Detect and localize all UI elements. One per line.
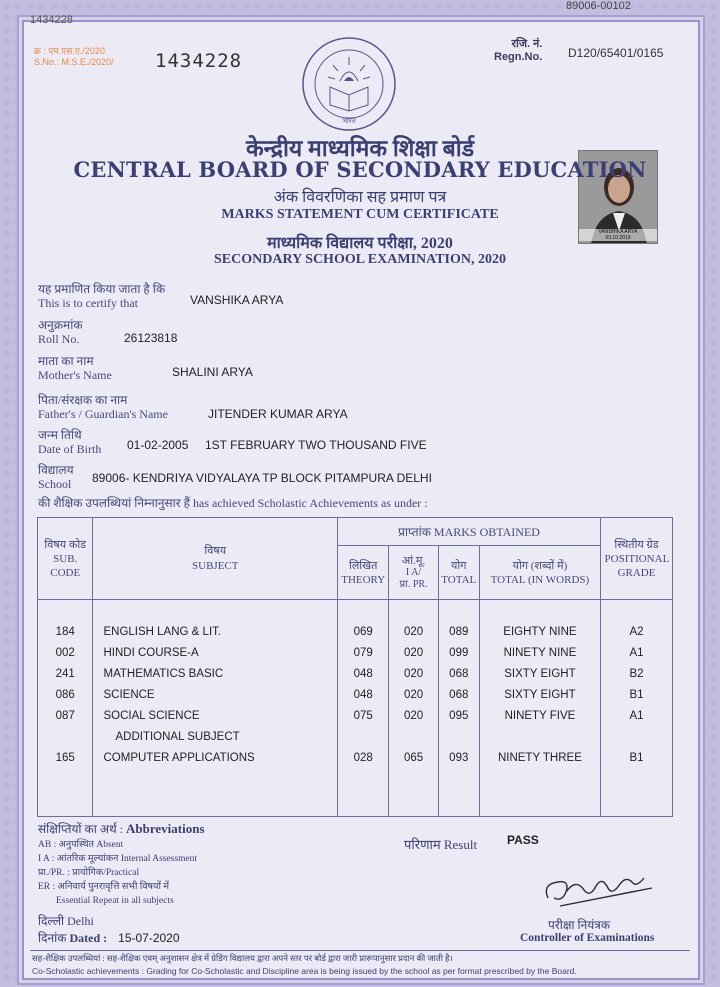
regn-number: D120/65401/0165	[568, 46, 664, 60]
controller-hindi: परीक्षा नियंत्रक	[548, 918, 611, 932]
regn-label-hindi: रजि. नं.	[511, 38, 543, 50]
header-pr: प्रा. PR.	[399, 578, 428, 590]
cell-code: 002	[38, 643, 93, 664]
board-title-english: CENTRAL BOARD OF SECONDARY EDUCATION	[73, 157, 647, 182]
date-value: 15-07-2020	[118, 931, 180, 945]
dob-label-english: Date of Birth	[38, 442, 102, 456]
table-row	[38, 622, 673, 643]
serial-label	[34, 46, 114, 68]
header-code-hindi: विषय कोड	[44, 538, 87, 551]
cell-words: NINETY FIVE	[479, 706, 600, 727]
header-words	[479, 546, 600, 600]
dob-value: 01-02-2005	[127, 438, 189, 452]
school-label-english: School	[38, 477, 72, 491]
cell-words: EIGHTY NINE	[479, 622, 600, 643]
cell-subject: MATHEMATICS BASIC	[93, 664, 338, 685]
table-row-additional-label	[38, 727, 673, 748]
header-grade	[601, 518, 673, 600]
school-name: 89006- KENDRIYA VIDYALAYA TP BLOCK PITAMPURA DELHI	[92, 471, 432, 485]
mother-name: SHALINI ARYA	[172, 365, 253, 379]
controller-english: Controller of Examinations	[520, 932, 655, 944]
footer-divider	[30, 950, 690, 951]
signature-icon	[540, 868, 660, 912]
result-label-hindi: परिणाम	[404, 837, 441, 852]
additional-subject-label: ADDITIONAL SUBJECT	[93, 727, 338, 748]
abbrev-title-english: Abbreviations	[126, 821, 205, 836]
result-label	[404, 835, 477, 853]
abbrev-er: ER : अनिवार्य पुनरावृत्ति सभी विषयों में	[38, 882, 170, 892]
roll-label-hindi: अनुक्रमांक	[38, 318, 83, 332]
header-subject-hindi: विषय	[204, 544, 227, 557]
cell-words: NINETY NINE	[479, 643, 600, 664]
doc-number-top-right: 89006-00102	[566, 0, 631, 12]
cell-total: 068	[438, 664, 479, 685]
cell-theory: 048	[338, 664, 389, 685]
abbrev-ab: AB : अनुपस्थित Absent	[38, 840, 124, 850]
abbrev-pr: प्रा./PR. : प्रायोगिक/Practical	[38, 868, 140, 878]
header-marks-group: प्राप्तांक MARKS OBTAINED	[338, 518, 601, 546]
header-total-english: TOTAL	[441, 573, 477, 586]
cell-code: 086	[38, 685, 93, 706]
header-ia-english: I A/	[405, 566, 422, 578]
cell-words: SIXTY EIGHT	[479, 664, 600, 685]
mother-label-hindi: माता का नाम	[38, 354, 94, 368]
header-ia	[389, 546, 438, 600]
serial-label-hindi: क्र : एम.एस.ए./2020	[34, 46, 105, 56]
dob-label-hindi: जन्म तिथि	[38, 428, 82, 442]
cell-code: 184	[38, 622, 93, 643]
school-label	[38, 463, 74, 491]
table-header-row-1	[38, 518, 673, 546]
table-row	[38, 664, 673, 685]
cell-grade: A1	[601, 706, 673, 727]
cell-ia: 020	[389, 643, 438, 664]
table-row	[38, 643, 673, 664]
cell-total: 089	[438, 622, 479, 643]
cell-words: SIXTY EIGHT	[479, 685, 600, 706]
cell-ia: 020	[389, 664, 438, 685]
cell-code: 087	[38, 706, 93, 727]
cell-subject: COMPUTER APPLICATIONS	[93, 748, 338, 769]
header-words-hindi: योग (शब्दों में)	[512, 559, 568, 572]
roll-label-english: Roll No.	[38, 332, 80, 346]
abbrev-ia: I A : आंतरिक मूल्यांकन Internal Assessment	[38, 854, 198, 864]
cell-subject: SOCIAL SCIENCE	[93, 706, 338, 727]
roll-number: 26123818	[124, 331, 178, 345]
mother-label-english: Mother's Name	[38, 368, 112, 382]
father-label-hindi: पिता/संरक्षक का नाम	[38, 393, 128, 407]
exam-title-english: SECONDARY SCHOOL EXAMINATION, 2020	[214, 252, 506, 267]
table-row	[38, 748, 673, 769]
result-value: PASS	[507, 833, 539, 847]
date-line	[38, 929, 180, 946]
cell-grade: A2	[601, 622, 673, 643]
cell-theory: 079	[338, 643, 389, 664]
header-grade-english: POSITIONAL GRADE	[604, 552, 670, 579]
header-grade-hindi: स्थितीय ग्रेड	[614, 538, 659, 551]
dob-label	[38, 428, 101, 456]
date-label-english: Dated :	[69, 931, 108, 945]
abbrev-list	[38, 838, 197, 908]
certify-label-english: This is to certify that	[38, 296, 138, 310]
school-label-hindi: विद्यालय	[38, 463, 74, 477]
regn-label-english: Regn.No.	[494, 51, 543, 63]
father-label	[38, 393, 168, 421]
header-total-hindi: योग	[451, 559, 467, 572]
father-name: JITENDER KUMAR ARYA	[208, 407, 348, 421]
photo-caption-date: 03.10.2019	[605, 235, 631, 241]
regn-label	[494, 38, 542, 64]
serial-label-english: S.No.: M.S.E./2020/	[34, 57, 114, 67]
cell-ia: 020	[389, 706, 438, 727]
footer-english: Co-Scholastic achievements : Grading for Co-Scholastic and Discipline area is being issued by the school as per format prescribed by the Board.	[32, 966, 577, 976]
exam-title-hindi: माध्यमिक विद्यालय परीक्षा, 2020	[267, 235, 453, 252]
cell-code: 241	[38, 664, 93, 685]
result-label-english: Result	[443, 837, 478, 852]
cell-theory: 075	[338, 706, 389, 727]
dob-words: 1ST FEBRUARY TWO THOUSAND FIVE	[205, 438, 427, 452]
table-row	[38, 706, 673, 727]
certify-label-hindi: यह प्रमाणित किया जाता है कि	[38, 282, 166, 296]
doc-number-top-left: 1434228	[30, 14, 73, 26]
header-code-english: SUB. CODE	[50, 552, 81, 579]
cbse-emblem-icon	[300, 35, 398, 133]
abbrev-er2: Essential Repeat in all subjects	[56, 896, 174, 906]
header-code	[38, 518, 93, 600]
board-title-hindi: केन्द्रीय माध्यमिक शिक्षा बोर्ड	[245, 136, 475, 161]
cell-subject: SCIENCE	[93, 685, 338, 706]
serial-number: 1434228	[155, 50, 243, 72]
table-spacer	[38, 600, 673, 622]
cell-ia: 020	[389, 685, 438, 706]
cell-total: 068	[438, 685, 479, 706]
cell-theory: 048	[338, 685, 389, 706]
header-subject-english: SUBJECT	[192, 559, 239, 572]
table-row	[38, 685, 673, 706]
cell-grade: A1	[601, 643, 673, 664]
header-theory-hindi: लिखित	[349, 559, 378, 572]
abbrev-title-hindi: संक्षिप्तियों का अर्थ :	[38, 822, 124, 836]
roll-label	[38, 318, 83, 346]
table-bottom-spacer	[38, 769, 673, 817]
header-theory-english: THEORY	[341, 573, 386, 586]
marks-table	[37, 517, 673, 817]
cell-ia: 020	[389, 622, 438, 643]
header-total	[438, 546, 479, 600]
abbrev-title	[38, 820, 205, 837]
cell-grade: B2	[601, 664, 673, 685]
place: दिल्ली Delhi	[38, 914, 94, 928]
cell-theory: 028	[338, 748, 389, 769]
cell-grade: B1	[601, 685, 673, 706]
cell-total: 095	[438, 706, 479, 727]
cell-grade: B1	[601, 748, 673, 769]
cell-words: NINETY THREE	[479, 748, 600, 769]
doc-title-hindi: अंक विवरणिका सह प्रमाण पत्र	[273, 189, 447, 206]
date-label-hindi: दिनांक	[38, 931, 67, 945]
cell-total: 099	[438, 643, 479, 664]
footer-hindi: सह-शैक्षिक उपलब्धियां : सह-शैक्षिक एवम् अनुशासन क्षेत्र में ग्रेडिंग विद्यालय द्वारा अपने स्तर पर बोर्ड द्वारा जारी प्रारूपानुसार प्रदान की जाती है।	[32, 953, 453, 963]
cell-subject: HINDI COURSE-A	[93, 643, 338, 664]
certify-label	[38, 282, 165, 310]
mother-label	[38, 354, 112, 382]
cell-theory: 069	[338, 622, 389, 643]
cell-subject: ENGLISH LANG & LIT.	[93, 622, 338, 643]
cell-code: 165	[38, 748, 93, 769]
cell-ia: 065	[389, 748, 438, 769]
header-ia-hindi: आं.मू.	[401, 554, 426, 567]
achievements-hindi: की शैक्षिक उपलब्धियां निम्नानुसार हैं	[38, 496, 191, 510]
doc-title-english: MARKS STATEMENT CUM CERTIFICATE	[221, 207, 499, 222]
header-words-english: TOTAL (IN WORDS)	[490, 573, 590, 586]
student-name: VANSHIKA ARYA	[190, 293, 284, 307]
header-theory	[338, 546, 389, 600]
achievements-english: has achieved Scholastic Achievements as under :	[193, 496, 428, 510]
father-label-english: Father's / Guardian's Name	[38, 407, 168, 421]
achievements-line	[38, 496, 428, 510]
cell-total: 093	[438, 748, 479, 769]
emblem-caption: भारत	[342, 117, 356, 125]
header-subject	[93, 518, 338, 600]
photo-caption-name: VANSHIKA ARYA	[598, 229, 638, 235]
